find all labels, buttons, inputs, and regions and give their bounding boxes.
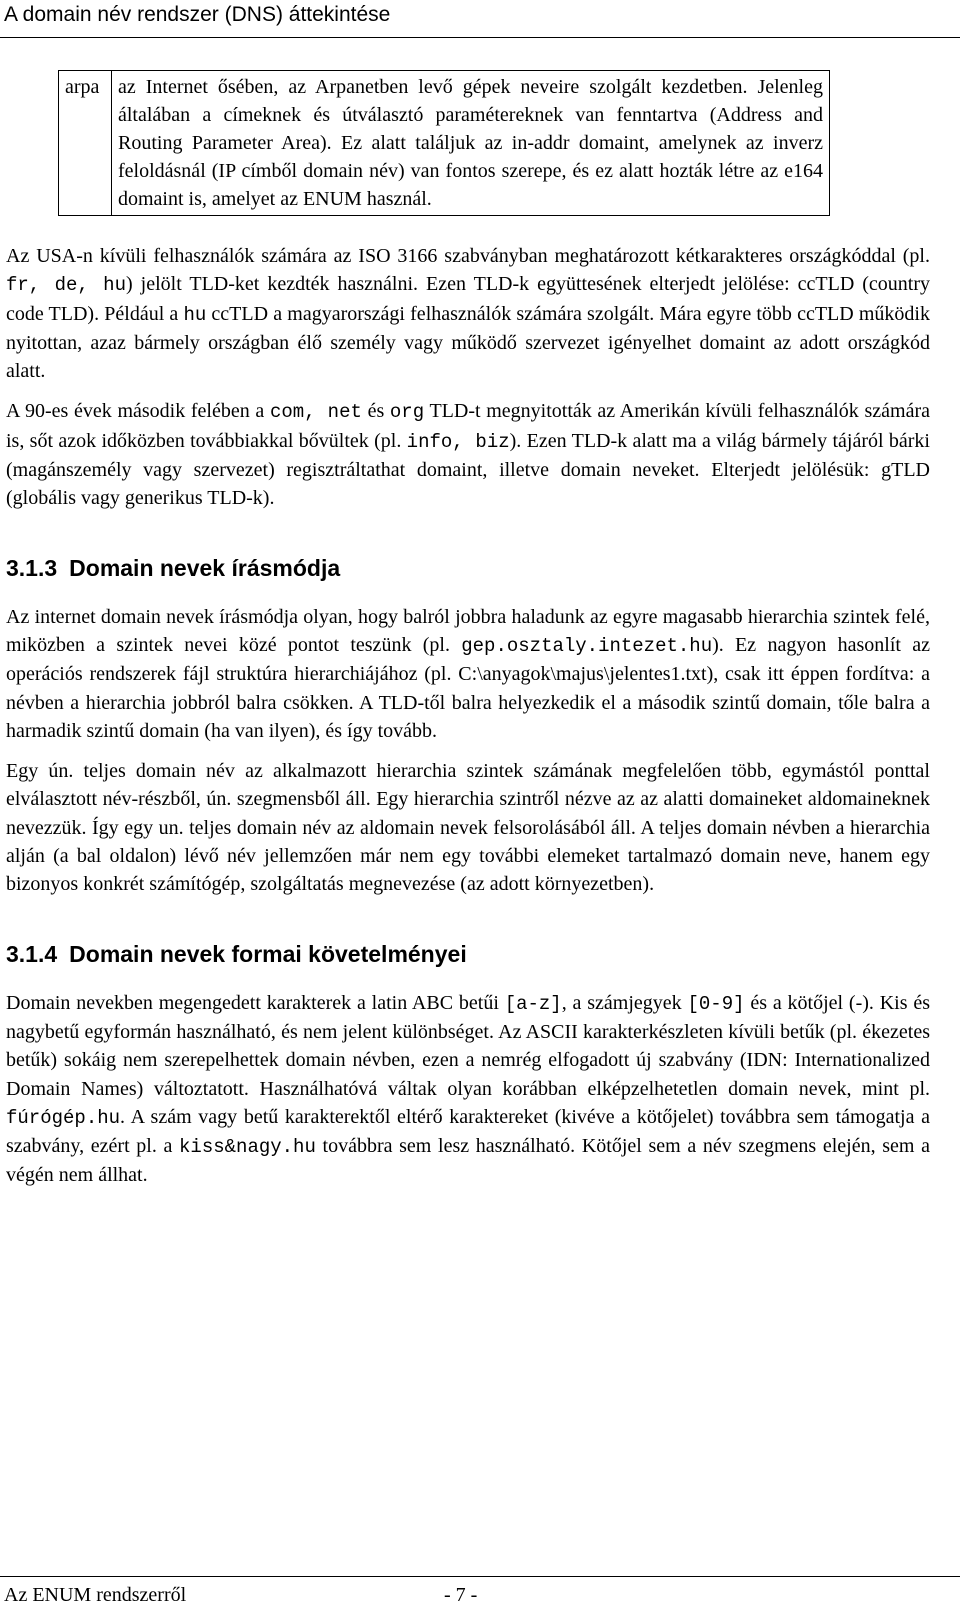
text-run: ). Ez nagyon hasonlít az operációs rendszerek fájl struktúra hierarchiájához (pl. C:\anyagok\majus\jelentes1.txt), csak itt éppen fordítva: a névben a hierarchia jobbról balra csökken. A TLD-től balra helyezkedik el a második szintű domain, tőle balra a harmadik szintű domain (ha van ilyen), és így tovább. <box>6 633 930 742</box>
text-run: A 90-es évek második felében a <box>6 400 270 423</box>
text-run: , a számjegyek <box>561 991 688 1014</box>
code-run: fr, de, hu <box>6 274 126 297</box>
definition-description: az Internet ősében, az Arpanetben levő gépek neveire szolgált kezdetben. Jelenleg általában a címeknek és útválasztó paramétereknek van fenntartva (Address and Routing Parameter Area). Ez alatt találjuk az in-addr domaint, amelynek az inverz feloldásnál (IP címből domain név) van fontos szerepe, és ez alatt hozták létre az e164 domaint is, amelyet az ENUM használ. <box>112 71 830 216</box>
section-heading-3-1-3 <box>6 553 930 583</box>
text-run: és a kötőjel (-). Kis és nagybetű egyformán használható, és nem jelent különbséget. Az ASCII karakterkészleten kívüli betűk (pl. ékezetes betűk) sokáig nem szerepelhettek domain névben, ezen a nemrég elfogadott új szabvány (IDN: Internationalized Domain Names) változtatott. Használhatóvá váltak olyan korábban elképzelhetetlen domain nevek, mint pl. <box>6 991 931 1100</box>
footer-divider <box>0 1576 960 1577</box>
text-run: ccTLD a magyarországi felhasználók számára szolgált. Mára egyre több ccTLD működik nyitottan, azaz bármely országban élő személy vagy működő szervezet igényelhet domaint az adott országkód alatt. <box>6 302 930 383</box>
page-content <box>6 70 930 1190</box>
paragraph-allowed-characters <box>6 989 930 1190</box>
text-run: Az internet domain nevek írásmódja olyan, hogy balról jobbra haladunk az egyre magasabb hierarchia szintek felé, miközben a szintek nevei közé pontot teszünk (pl. <box>6 605 930 656</box>
text-run: Domain nevekben megengedett karakterek a latin ABC betűi <box>6 991 505 1014</box>
code-run: [0-9] <box>687 992 745 1015</box>
text-run: TLD-t megnyitották az Amerikán kívüli felhasználók számára is, sőt azok időközben továbbiakkal bővültek (pl. <box>6 400 930 452</box>
paragraph-gtld <box>6 397 930 512</box>
code-run: kiss&nagy.hu <box>179 1136 316 1159</box>
section-heading-3-1-4 <box>6 939 930 969</box>
code-run: com, net <box>269 401 362 424</box>
code-run: hu <box>183 303 207 326</box>
definition-table <box>58 70 830 216</box>
text-run: ). Ezen TLD-k alatt ma a világ bármely tájáról bárki (magánszemély vagy szervezet) regisztráltathat domaint, illetve domain neveket. Elterjedt jelölésük: gTLD (globális vagy generikus TLD-k). <box>6 429 930 510</box>
text-run: ) jelölt TLD-ket kezdték használni. Ezen TLD-k együttesének elterjedt jelölése: ccTLD (country code TLD). Például a <box>6 273 930 325</box>
code-run: info, biz <box>406 430 510 453</box>
code-run: [a-z] <box>504 992 562 1015</box>
text-run: Az USA-n kívüli felhasználók számára az ISO 3166 szabványban meghatározott kétkarakteres országkóddal (pl. <box>6 245 930 267</box>
section-title: Domain nevek írásmódja <box>69 554 341 581</box>
definition-term: arpa <box>59 71 112 216</box>
code-run: fúrógép.hu <box>6 1106 121 1129</box>
header-divider <box>0 37 960 38</box>
code-run: gep.osztaly.intezet.hu <box>461 634 713 657</box>
page-number: - 7 - <box>444 1584 478 1606</box>
section-number: 3.1.4 <box>6 940 58 967</box>
code-run: org <box>389 401 425 424</box>
footer-document-title: Az ENUM rendszerről <box>4 1584 187 1606</box>
section-number: 3.1.3 <box>6 554 58 581</box>
definition-row <box>59 71 830 216</box>
section-title: Domain nevek formai követelményei <box>69 940 467 967</box>
paragraph-full-domain-name: Egy ún. teljes domain név az alkalmazott hierarchia szintek számának megfelelően több, egymástól ponttal elválasztott név-részből, ún. szegmensből áll. Egy hierarchia szintről nézve az az alatti domaineket aldomaineknek nevezzük. Így egy un. teljes domain név az aldomain nevek felsorolásából áll. A teljes domain névben a hierarchia alján (a bal oldalon) lévő név jellemzően már nem egy további elemeket tartalmazó domain neve, hanem egy bizonyos konkrét számítógép, szolgáltatás megnevezése (az adott környezetben). <box>6 760 930 896</box>
paragraph-writing-order <box>6 603 930 745</box>
text-run: és <box>361 400 390 423</box>
paragraph-cctld <box>6 242 930 385</box>
text-run: . A szám vagy betű karakterektől eltérő karaktereket (kivéve a kötőjelet) továbbra sem támogatja a szabvány, ezért pl. a <box>6 1105 930 1158</box>
text-run: továbbra sem lesz használható. Kötőjel sem a név szegmens elején, sem a végén nem állhat. <box>6 1135 930 1187</box>
running-header-title: A domain név rendszer (DNS) áttekintése <box>4 3 391 26</box>
